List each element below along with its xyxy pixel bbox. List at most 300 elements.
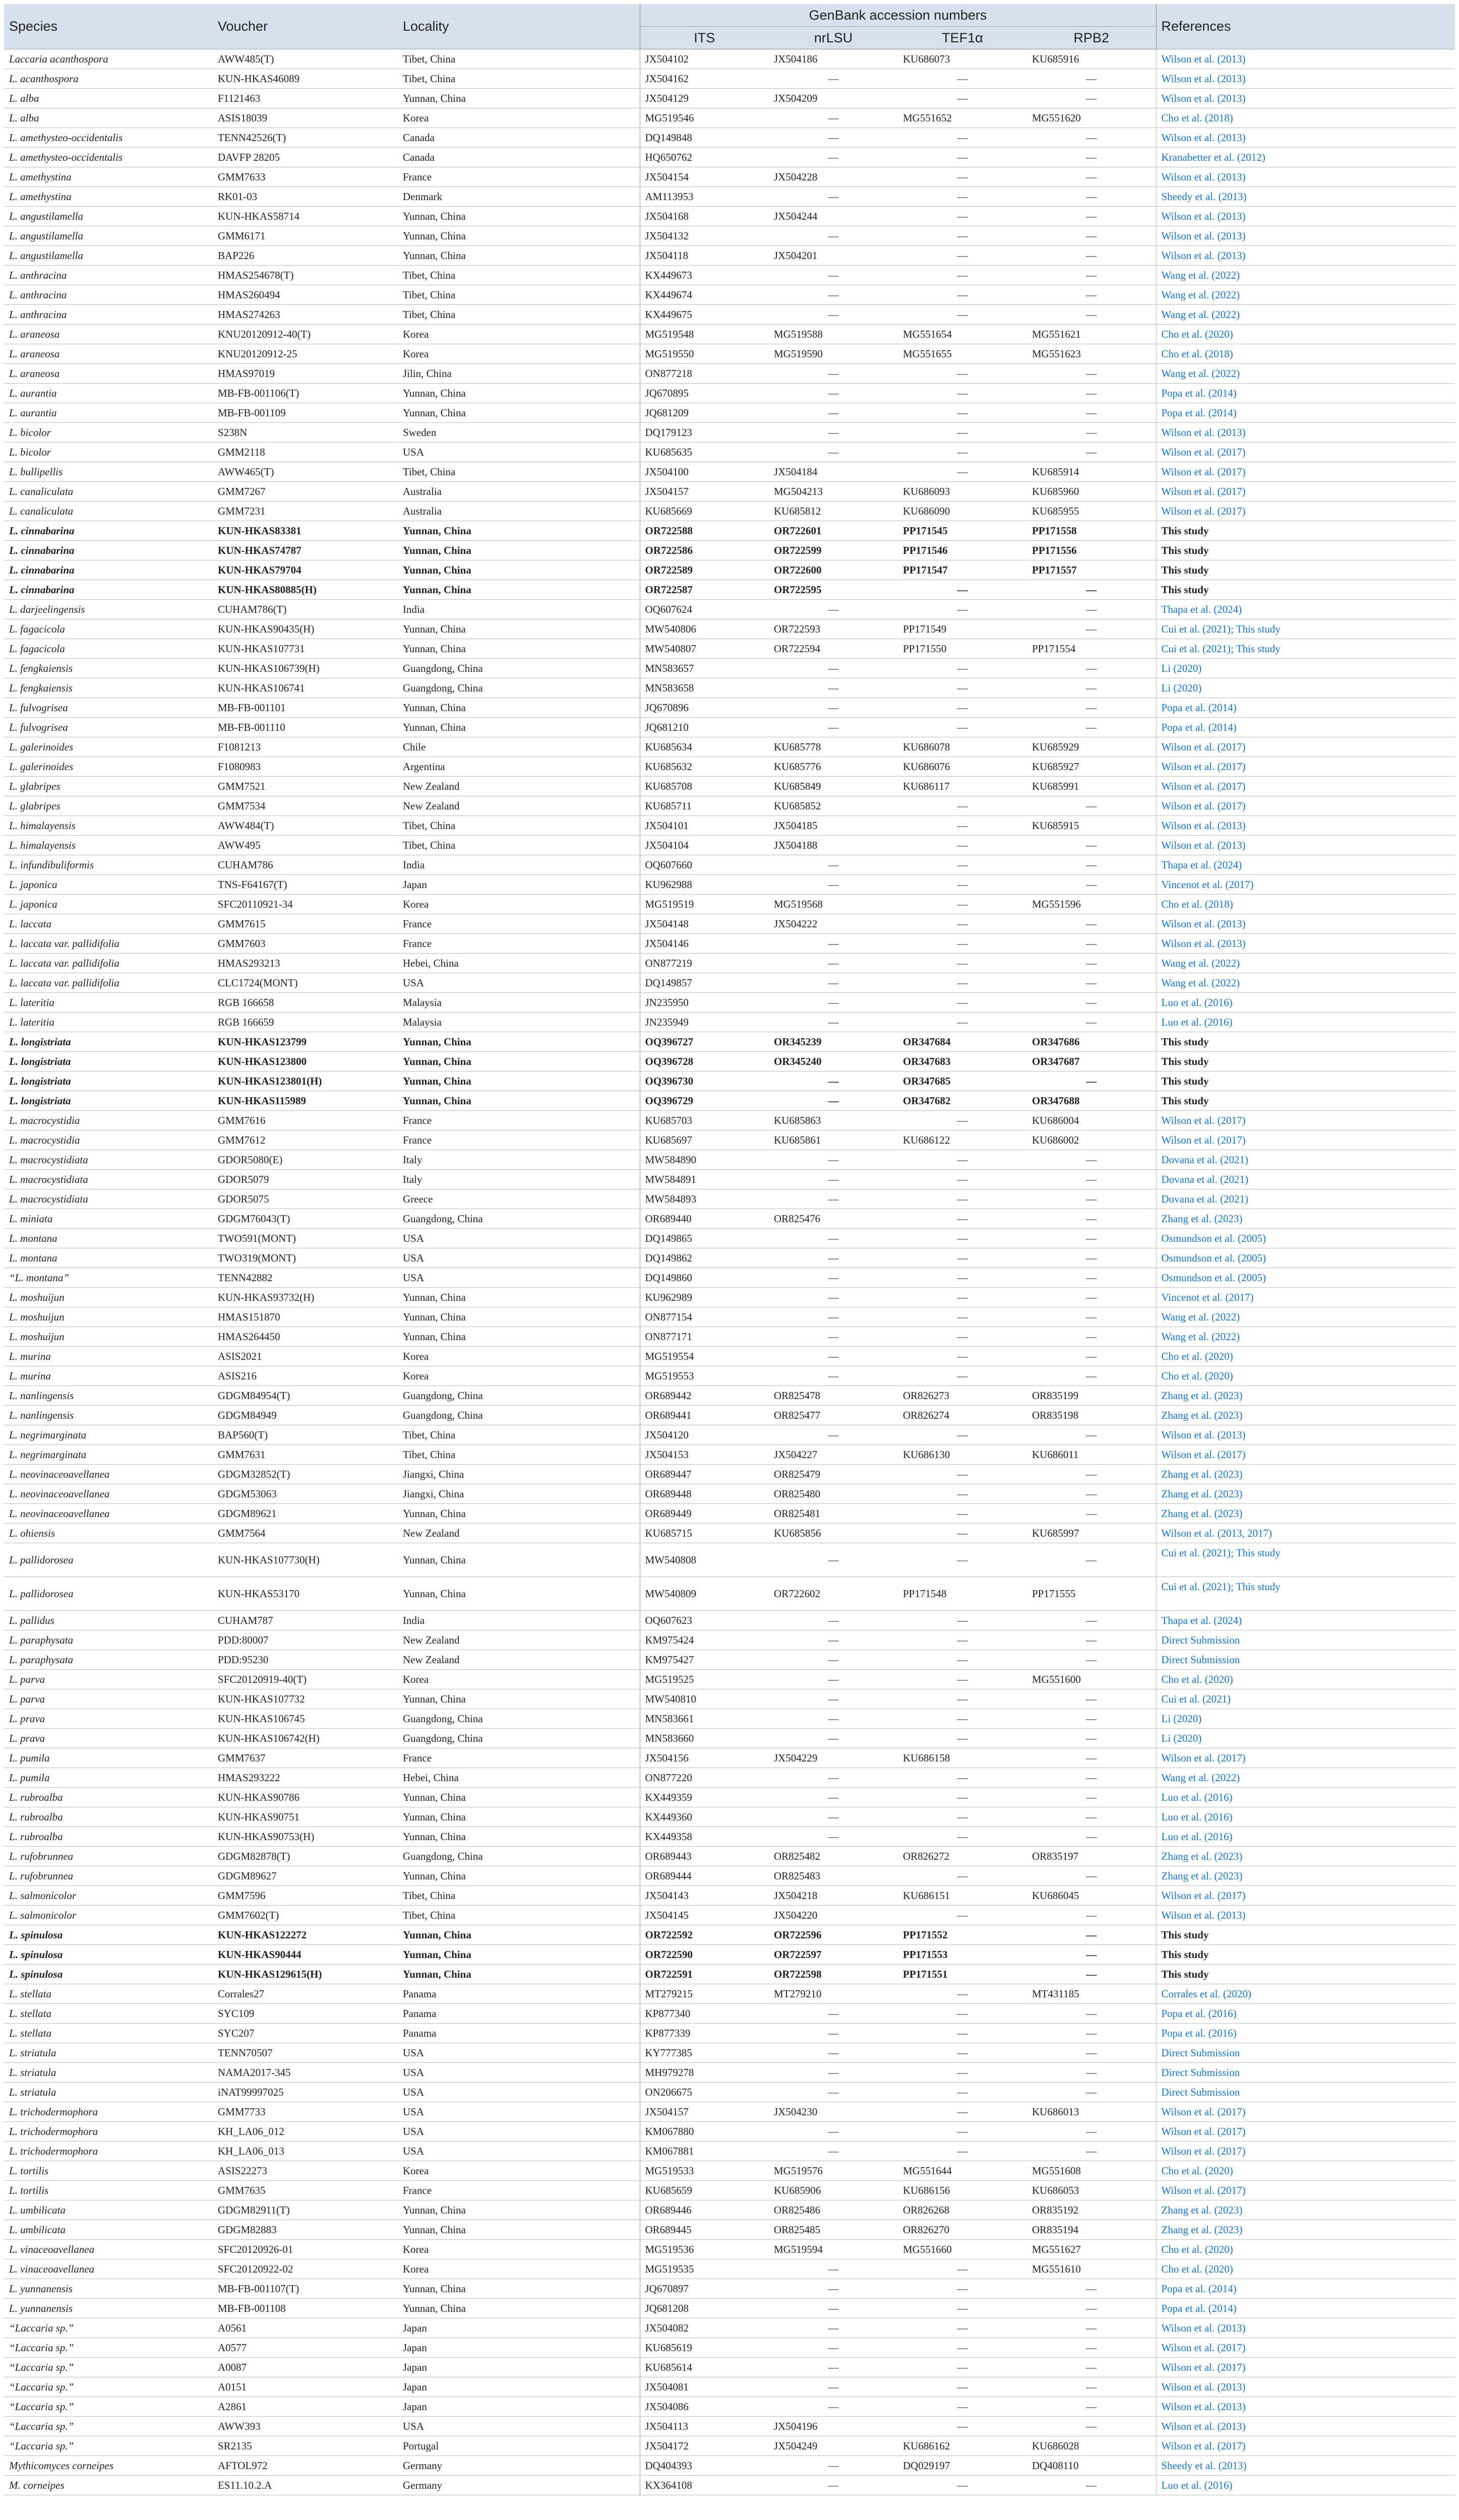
tef-cell: KU686117: [898, 777, 1027, 796]
reference-cell[interactable]: Wilson et al. (2017): [1156, 2181, 1455, 2200]
reference-cell[interactable]: Osmundson et al. (2005): [1156, 1229, 1455, 1248]
its-cell: JX504146: [640, 934, 769, 954]
species-cell: L. galerinoides: [4, 737, 213, 757]
reference-cell[interactable]: Zhang et al. (2023): [1156, 2200, 1455, 2220]
tef-cell: KU686156: [898, 2181, 1027, 2200]
header-its: ITS: [640, 27, 769, 49]
species-cell: L. araneosa: [4, 325, 213, 344]
reference-cell[interactable]: Wilson et al. (2013): [1156, 226, 1455, 246]
table-row: [4, 521, 1455, 541]
reference-cell[interactable]: Wilson et al. (2017): [1156, 2122, 1455, 2141]
its-cell: OR689442: [640, 1386, 769, 1406]
species-cell: L. canaliculata: [4, 501, 213, 521]
voucher-cell: AWW485(T): [213, 49, 398, 69]
voucher-cell: MB-FB-001106(T): [213, 384, 398, 403]
reference-cell[interactable]: Wilson et al. (2017): [1156, 2141, 1455, 2161]
voucher-cell: SFC20120922-02: [213, 2259, 398, 2279]
reference-cell[interactable]: Popa et al. (2014): [1156, 718, 1455, 737]
reference-cell[interactable]: This study: [1156, 560, 1455, 580]
nrlsu-cell: —: [769, 2397, 898, 2417]
table-row: [4, 1307, 1455, 1327]
rpb2-cell: OR835197: [1027, 1847, 1156, 1866]
rpb2-cell: —: [1027, 128, 1156, 148]
rpb2-cell: —: [1027, 226, 1156, 246]
reference-cell[interactable]: This study: [1156, 1032, 1455, 1052]
reference-cell[interactable]: Direct Submission: [1156, 2043, 1455, 2063]
voucher-cell: S238N: [213, 423, 398, 443]
reference-cell[interactable]: This study: [1156, 541, 1455, 560]
reference-cell[interactable]: Thapa et al. (2024): [1156, 1611, 1455, 1630]
voucher-cell: GDGM82883: [213, 2220, 398, 2240]
tef-cell: —: [898, 1906, 1027, 1925]
reference-cell[interactable]: This study: [1156, 521, 1455, 541]
tef-cell: —: [898, 462, 1027, 482]
reference-cell[interactable]: This study: [1156, 1072, 1455, 1091]
rpb2-cell: —: [1027, 2122, 1156, 2141]
reference-cell[interactable]: Cho et al. (2020): [1156, 1366, 1455, 1386]
its-cell: MW540809: [640, 1577, 769, 1611]
reference-cell[interactable]: Wilson et al. (2017): [1156, 1748, 1455, 1768]
voucher-cell: KUN-HKAS79704: [213, 560, 398, 580]
species-cell: L. alba: [4, 108, 213, 128]
table-row: [4, 855, 1455, 875]
voucher-cell: KUN-HKAS107730(H): [213, 1543, 398, 1577]
header-species: Species: [4, 4, 213, 49]
rpb2-cell: PP171558: [1027, 521, 1156, 541]
table-row: [4, 2259, 1455, 2279]
table-row: [4, 993, 1455, 1013]
reference-cell[interactable]: Popa et al. (2016): [1156, 2024, 1455, 2043]
voucher-cell: KUN-HKAS53170: [213, 1577, 398, 1611]
reference-cell[interactable]: Luo et al. (2016): [1156, 1807, 1455, 1827]
locality-cell: Australia: [398, 482, 640, 501]
voucher-cell: GMM7596: [213, 1886, 398, 1906]
reference-cell[interactable]: Dovana et al. (2021): [1156, 1170, 1455, 1189]
reference-cell[interactable]: This study: [1156, 1052, 1455, 1072]
reference-cell[interactable]: Zhang et al. (2023): [1156, 1484, 1455, 1504]
locality-cell: Yunnan, China: [398, 1788, 640, 1807]
reference-cell[interactable]: Wilson et al. (2013): [1156, 934, 1455, 954]
species-cell: L. bicolor: [4, 423, 213, 443]
its-cell: OQ396729: [640, 1091, 769, 1111]
species-cell: L. laccata var. pallidifolia: [4, 954, 213, 973]
rpb2-cell: —: [1027, 1788, 1156, 1807]
reference-cell[interactable]: Wilson et al. (2017): [1156, 796, 1455, 816]
table-row: [4, 364, 1455, 384]
reference-cell[interactable]: Direct Submission: [1156, 2083, 1455, 2102]
locality-cell: Tibet, China: [398, 836, 640, 855]
reference-cell[interactable]: Popa et al. (2014): [1156, 384, 1455, 403]
species-cell: L. salmonicolor: [4, 1886, 213, 1906]
voucher-cell: SYC109: [213, 2004, 398, 2024]
reference-cell[interactable]: Wang et al. (2022): [1156, 954, 1455, 973]
reference-cell[interactable]: Vincenot et al. (2017): [1156, 1288, 1455, 1307]
tef-cell: —: [898, 1465, 1027, 1484]
reference-cell[interactable]: Wilson et al. (2013): [1156, 69, 1455, 89]
reference-cell[interactable]: This study: [1156, 1965, 1455, 1984]
reference-cell[interactable]: Luo et al. (2016): [1156, 993, 1455, 1013]
reference-cell[interactable]: Wilson et al. (2017): [1156, 501, 1455, 521]
locality-cell: USA: [398, 1268, 640, 1288]
its-cell: ON206675: [640, 2083, 769, 2102]
tef-cell: —: [898, 1111, 1027, 1130]
rpb2-cell: —: [1027, 2377, 1156, 2397]
nrlsu-cell: OR825477: [769, 1406, 898, 1425]
reference-cell[interactable]: Popa et al. (2014): [1156, 403, 1455, 423]
reference-cell[interactable]: Thapa et al. (2024): [1156, 855, 1455, 875]
reference-cell[interactable]: This study: [1156, 580, 1455, 600]
reference-cell[interactable]: Wilson et al. (2017): [1156, 2358, 1455, 2377]
rpb2-cell: DQ408110: [1027, 2456, 1156, 2476]
voucher-cell: ASIS2021: [213, 1347, 398, 1366]
voucher-cell: RGB 166659: [213, 1013, 398, 1032]
locality-cell: Yunnan, China: [398, 541, 640, 560]
voucher-cell: KUN-HKAS90786: [213, 1788, 398, 1807]
table-row: [4, 1170, 1455, 1189]
reference-cell[interactable]: Wilson et al. (2013): [1156, 836, 1455, 855]
reference-cell[interactable]: Cho et al. (2020): [1156, 2240, 1455, 2259]
its-cell: HQ650762: [640, 148, 769, 167]
reference-cell[interactable]: Cui et al. (2021); This study: [1156, 1543, 1455, 1577]
reference-cell[interactable]: Zhang et al. (2023): [1156, 1465, 1455, 1484]
reference-cell[interactable]: Sheedy et al. (2013): [1156, 187, 1455, 207]
tef-cell: —: [898, 167, 1027, 187]
reference-cell[interactable]: Cho et al. (2020): [1156, 1670, 1455, 1689]
its-cell: ON877154: [640, 1307, 769, 1327]
reference-cell[interactable]: Wilson et al. (2013): [1156, 816, 1455, 836]
tef-cell: —: [898, 973, 1027, 993]
reference-cell[interactable]: Wilson et al. (2013): [1156, 2377, 1455, 2397]
its-cell: ON877219: [640, 954, 769, 973]
reference-cell[interactable]: This study: [1156, 1925, 1455, 1945]
its-cell: KX449674: [640, 285, 769, 305]
voucher-cell: BAP560(T): [213, 1425, 398, 1445]
reference-cell[interactable]: Zhang et al. (2023): [1156, 1847, 1455, 1866]
reference-cell[interactable]: Cho et al. (2020): [1156, 1347, 1455, 1366]
reference-cell[interactable]: Wilson et al. (2017): [1156, 443, 1455, 462]
nrlsu-cell: —: [769, 2122, 898, 2141]
species-cell: L. umbilicata: [4, 2200, 213, 2220]
reference-cell[interactable]: Wilson et al. (2013): [1156, 423, 1455, 443]
nrlsu-cell: —: [769, 2259, 898, 2279]
locality-cell: Germany: [398, 2456, 640, 2476]
species-cell: L. amethysteo-occidentalis: [4, 128, 213, 148]
reference-cell[interactable]: Direct Submission: [1156, 2063, 1455, 2083]
species-cell: L. japonica: [4, 895, 213, 914]
reference-cell[interactable]: Wilson et al. (2013): [1156, 246, 1455, 266]
rpb2-cell: MG551627: [1027, 2240, 1156, 2259]
nrlsu-cell: —: [769, 2063, 898, 2083]
reference-cell[interactable]: Li (2020): [1156, 1709, 1455, 1729]
table-row: [4, 462, 1455, 482]
tef-cell: —: [898, 1689, 1027, 1709]
reference-cell[interactable]: Wang et al. (2022): [1156, 1327, 1455, 1347]
reference-cell[interactable]: Cho et al. (2020): [1156, 325, 1455, 344]
rpb2-cell: —: [1027, 2141, 1156, 2161]
reference-cell[interactable]: Dovana et al. (2021): [1156, 1150, 1455, 1170]
reference-cell[interactable]: Luo et al. (2016): [1156, 1827, 1455, 1847]
nrlsu-cell: OR825480: [769, 1484, 898, 1504]
table-row: [4, 1248, 1455, 1268]
nrlsu-cell: JX504244: [769, 207, 898, 226]
reference-cell[interactable]: Wilson et al. (2013): [1156, 167, 1455, 187]
reference-cell[interactable]: Wilson et al. (2017): [1156, 462, 1455, 482]
table-row: [4, 2436, 1455, 2456]
reference-cell[interactable]: Li (2020): [1156, 1729, 1455, 1748]
locality-cell: Korea: [398, 108, 640, 128]
table-row: [4, 2299, 1455, 2318]
reference-cell[interactable]: Li (2020): [1156, 678, 1455, 698]
reference-cell[interactable]: Wang et al. (2022): [1156, 305, 1455, 325]
table-row: [4, 2102, 1455, 2122]
reference-cell[interactable]: Wilson et al. (2013): [1156, 2397, 1455, 2417]
species-cell: “Laccaria sp.”: [4, 2417, 213, 2436]
table-row: [4, 1052, 1455, 1072]
reference-cell[interactable]: Wilson et al. (2017): [1156, 482, 1455, 501]
rpb2-cell: —: [1027, 1807, 1156, 1827]
reference-cell[interactable]: Popa et al. (2014): [1156, 698, 1455, 718]
reference-cell[interactable]: Wilson et al. (2017): [1156, 737, 1455, 757]
reference-cell[interactable]: Vincenot et al. (2017): [1156, 875, 1455, 895]
table-row: [4, 619, 1455, 639]
species-cell: L. aurantia: [4, 384, 213, 403]
reference-cell[interactable]: Wilson et al. (2013): [1156, 914, 1455, 934]
table-row: [4, 757, 1455, 777]
its-cell: JQ670897: [640, 2279, 769, 2299]
voucher-cell: KH_LA06_012: [213, 2122, 398, 2141]
nrlsu-cell: OR722596: [769, 1925, 898, 1945]
table-row: [4, 2024, 1455, 2043]
reference-cell[interactable]: Wang et al. (2022): [1156, 285, 1455, 305]
table-row: [4, 1209, 1455, 1229]
reference-cell[interactable]: Cho et al. (2018): [1156, 895, 1455, 914]
table-row: [4, 678, 1455, 698]
header-genbank: GenBank accession numbers: [640, 4, 1156, 27]
reference-cell[interactable]: Wilson et al. (2017): [1156, 777, 1455, 796]
its-cell: KM975427: [640, 1650, 769, 1670]
locality-cell: France: [398, 167, 640, 187]
its-cell: KM067881: [640, 2141, 769, 2161]
reference-cell[interactable]: Wang et al. (2022): [1156, 266, 1455, 285]
locality-cell: Yunnan, China: [398, 639, 640, 659]
rpb2-cell: —: [1027, 698, 1156, 718]
tef-cell: —: [898, 403, 1027, 423]
locality-cell: Yunnan, China: [398, 1577, 640, 1611]
species-cell: L. neovinaceoavellanea: [4, 1465, 213, 1484]
reference-cell[interactable]: Zhang et al. (2023): [1156, 1866, 1455, 1886]
table-row: [4, 423, 1455, 443]
voucher-cell: MB-FB-001110: [213, 718, 398, 737]
reference-cell[interactable]: This study: [1156, 1091, 1455, 1111]
nrlsu-cell: KU685778: [769, 737, 898, 757]
reference-cell[interactable]: Wilson et al. (2013): [1156, 207, 1455, 226]
locality-cell: Korea: [398, 895, 640, 914]
reference-cell[interactable]: Cho et al. (2020): [1156, 2259, 1455, 2279]
species-cell: L. aurantia: [4, 403, 213, 423]
rpb2-cell: PP171554: [1027, 639, 1156, 659]
reference-cell[interactable]: Wilson et al. (2013): [1156, 128, 1455, 148]
table-row: [4, 1425, 1455, 1445]
species-cell: L. anthracina: [4, 285, 213, 305]
reference-cell[interactable]: Popa et al. (2016): [1156, 2004, 1455, 2024]
reference-cell[interactable]: Wang et al. (2022): [1156, 1768, 1455, 1788]
nrlsu-cell: —: [769, 934, 898, 954]
table-row: [4, 1965, 1455, 1984]
table-row: [4, 1847, 1455, 1866]
reference-cell[interactable]: Wilson et al. (2017): [1156, 1886, 1455, 1906]
nrlsu-cell: —: [769, 1425, 898, 1445]
reference-cell[interactable]: Kranabetter et al. (2012): [1156, 148, 1455, 167]
reference-cell[interactable]: Zhang et al. (2023): [1156, 1209, 1455, 1229]
reference-cell[interactable]: Wang et al. (2022): [1156, 1307, 1455, 1327]
reference-cell[interactable]: Osmundson et al. (2005): [1156, 1248, 1455, 1268]
locality-cell: Chile: [398, 737, 640, 757]
reference-cell[interactable]: Luo et al. (2016): [1156, 2476, 1455, 2495]
locality-cell: USA: [398, 2063, 640, 2083]
nrlsu-cell: MT279210: [769, 1984, 898, 2004]
voucher-cell: KUN-HKAS106742(H): [213, 1729, 398, 1748]
reference-cell[interactable]: Zhang et al. (2023): [1156, 1406, 1455, 1425]
reference-cell[interactable]: Cui et al. (2021): [1156, 1689, 1455, 1709]
table-row: [4, 226, 1455, 246]
voucher-cell: GDGM82911(T): [213, 2200, 398, 2220]
reference-cell[interactable]: Corrales et al. (2020): [1156, 1984, 1455, 2004]
reference-cell[interactable]: Zhang et al. (2023): [1156, 2220, 1455, 2240]
reference-cell[interactable]: Cui et al. (2021); This study: [1156, 639, 1455, 659]
reference-cell[interactable]: Wilson et al. (2017): [1156, 1111, 1455, 1130]
reference-cell[interactable]: Wilson et al. (2013): [1156, 1906, 1455, 1925]
its-cell: OQ607623: [640, 1611, 769, 1630]
locality-cell: Yunnan, China: [398, 207, 640, 226]
nrlsu-cell: —: [769, 2083, 898, 2102]
reference-cell[interactable]: Thapa et al. (2024): [1156, 600, 1455, 619]
reference-cell[interactable]: Popa et al. (2014): [1156, 2299, 1455, 2318]
species-cell: L. vinaceoavellanea: [4, 2259, 213, 2279]
species-cell: Mythicomyces corneipes: [4, 2456, 213, 2476]
species-cell: L. longistriata: [4, 1032, 213, 1052]
reference-cell[interactable]: Cho et al. (2020): [1156, 2161, 1455, 2181]
its-cell: JX504157: [640, 2102, 769, 2122]
reference-cell[interactable]: Wilson et al. (2017): [1156, 2338, 1455, 2358]
reference-cell[interactable]: Popa et al. (2014): [1156, 2279, 1455, 2299]
reference-cell[interactable]: Wilson et al. (2013): [1156, 49, 1455, 69]
reference-cell[interactable]: Cui et al. (2021); This study: [1156, 1577, 1455, 1611]
reference-cell[interactable]: Wilson et al. (2013): [1156, 2417, 1455, 2436]
species-cell: L. macrocystidia: [4, 1130, 213, 1150]
reference-cell[interactable]: Cho et al. (2018): [1156, 108, 1455, 128]
voucher-cell: GDGM89627: [213, 1866, 398, 1886]
reference-cell[interactable]: Sheedy et al. (2013): [1156, 2456, 1455, 2476]
rpb2-cell: —: [1027, 1906, 1156, 1925]
reference-cell[interactable]: Cho et al. (2018): [1156, 344, 1455, 364]
its-cell: JX504143: [640, 1886, 769, 1906]
rpb2-cell: PP171557: [1027, 560, 1156, 580]
its-cell: OR722591: [640, 1965, 769, 1984]
reference-cell[interactable]: Dovana et al. (2021): [1156, 1189, 1455, 1209]
its-cell: JX504082: [640, 2318, 769, 2338]
rpb2-cell: —: [1027, 285, 1156, 305]
species-cell: L. fengkaiensis: [4, 678, 213, 698]
voucher-cell: GDOR5079: [213, 1170, 398, 1189]
voucher-cell: AWW495: [213, 836, 398, 855]
species-cell: L. paraphysata: [4, 1630, 213, 1650]
tef-cell: —: [898, 246, 1027, 266]
rpb2-cell: —: [1027, 1611, 1156, 1630]
tef-cell: PP171552: [898, 1925, 1027, 1945]
header-nrlsu: nrLSU: [769, 27, 898, 49]
species-cell: L. stellata: [4, 1984, 213, 2004]
voucher-cell: KUN-HKAS107731: [213, 639, 398, 659]
locality-cell: Sweden: [398, 423, 640, 443]
reference-cell[interactable]: Zhang et al. (2023): [1156, 1386, 1455, 1406]
its-cell: JX504156: [640, 1748, 769, 1768]
reference-cell[interactable]: Wang et al. (2022): [1156, 973, 1455, 993]
reference-cell[interactable]: Wilson et al. (2017): [1156, 1130, 1455, 1150]
reference-cell[interactable]: Wilson et al. (2017): [1156, 2436, 1455, 2456]
reference-cell[interactable]: Wilson et al. (2017): [1156, 757, 1455, 777]
reference-cell[interactable]: This study: [1156, 1945, 1455, 1965]
species-cell: L. parva: [4, 1689, 213, 1709]
reference-cell[interactable]: Wilson et al. (2017): [1156, 1445, 1455, 1465]
its-cell: ON877171: [640, 1327, 769, 1347]
reference-cell[interactable]: Wilson et al. (2013): [1156, 89, 1455, 108]
reference-cell[interactable]: Wang et al. (2022): [1156, 364, 1455, 384]
locality-cell: Canada: [398, 148, 640, 167]
reference-cell[interactable]: Cui et al. (2021); This study: [1156, 619, 1455, 639]
voucher-cell: GMM6171: [213, 226, 398, 246]
its-cell: JX504168: [640, 207, 769, 226]
tef-cell: —: [898, 1709, 1027, 1729]
tef-cell: —: [898, 895, 1027, 914]
reference-cell[interactable]: Wilson et al. (2013): [1156, 1425, 1455, 1445]
reference-cell[interactable]: Wilson et al. (2013): [1156, 2318, 1455, 2338]
its-cell: OR689443: [640, 1847, 769, 1866]
voucher-cell: SFC20120926-01: [213, 2240, 398, 2259]
its-cell: KM975424: [640, 1630, 769, 1650]
reference-cell[interactable]: Wilson et al. (2017): [1156, 2102, 1455, 2122]
reference-cell[interactable]: Osmundson et al. (2005): [1156, 1268, 1455, 1288]
nrlsu-cell: OR825485: [769, 2220, 898, 2240]
locality-cell: USA: [398, 2043, 640, 2063]
species-cell: L. cinnabarina: [4, 580, 213, 600]
voucher-cell: HMAS293213: [213, 954, 398, 973]
reference-cell[interactable]: Li (2020): [1156, 659, 1455, 678]
reference-cell[interactable]: Zhang et al. (2023): [1156, 1504, 1455, 1524]
table-row: [4, 2200, 1455, 2220]
header-tef: TEF1α: [898, 27, 1027, 49]
table-row: [4, 600, 1455, 619]
reference-cell[interactable]: Luo et al. (2016): [1156, 1013, 1455, 1032]
tef-cell: —: [898, 2043, 1027, 2063]
reference-cell[interactable]: Wilson et al. (2013, 2017): [1156, 1524, 1455, 1543]
table-row: [4, 2358, 1455, 2377]
voucher-cell: KUN-HKAS106745: [213, 1709, 398, 1729]
tef-cell: PP171548: [898, 1577, 1027, 1611]
reference-cell[interactable]: Luo et al. (2016): [1156, 1788, 1455, 1807]
voucher-cell: GMM7521: [213, 777, 398, 796]
voucher-cell: SFC20110921-34: [213, 895, 398, 914]
table-row: [4, 207, 1455, 226]
nrlsu-cell: —: [769, 1307, 898, 1327]
its-cell: JX504120: [640, 1425, 769, 1445]
reference-cell[interactable]: Direct Submission: [1156, 1630, 1455, 1650]
table-row: [4, 1709, 1455, 1729]
its-cell: JX504118: [640, 246, 769, 266]
locality-cell: Yunnan, China: [398, 1072, 640, 1091]
reference-cell[interactable]: Direct Submission: [1156, 1650, 1455, 1670]
species-cell: L. striatula: [4, 2083, 213, 2102]
its-cell: MG519525: [640, 1670, 769, 1689]
